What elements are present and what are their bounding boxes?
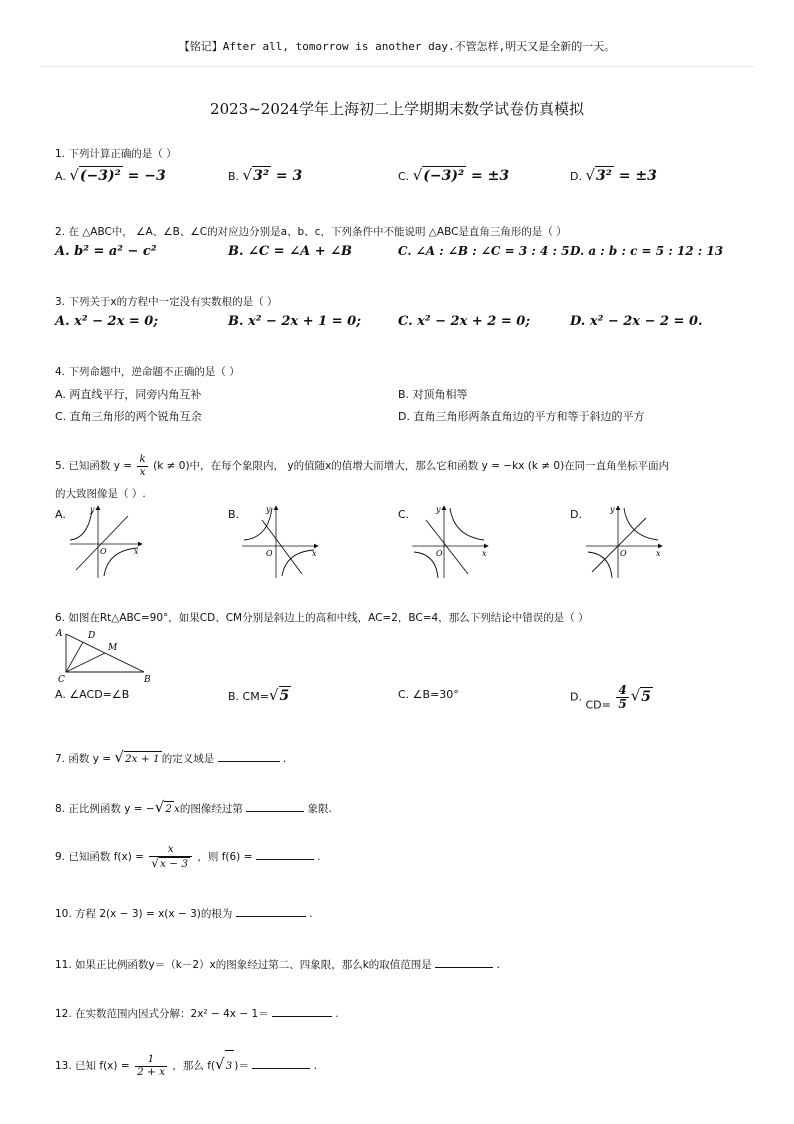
svg-text:O: O xyxy=(436,549,443,558)
line-graph xyxy=(592,518,646,572)
question-8: 8. 正比例函数 y = −√2 x的图像经过第 象限. xyxy=(55,798,332,816)
svg-text:y: y xyxy=(90,505,95,514)
answer-blank-12[interactable] xyxy=(272,1006,332,1017)
header-divider xyxy=(40,66,754,67)
q2-option-d: D. a : b : c = 5 : 12 : 13 xyxy=(570,244,724,258)
q4-option-b: B. 对顶角相等 xyxy=(398,388,468,401)
svg-text:x: x xyxy=(656,549,661,558)
svg-text:A: A xyxy=(56,629,63,639)
question-7: 7. 函数 y = √2x + 1 的定义域是 . xyxy=(55,748,287,766)
q5-graph-a xyxy=(68,500,146,580)
line-graph xyxy=(262,520,302,574)
svg-text:y: y xyxy=(436,505,441,514)
q1-option-b: B. √3² = 3 xyxy=(228,166,303,184)
q5-graph-b xyxy=(240,500,322,580)
svg-text:O: O xyxy=(266,549,273,558)
line-graph xyxy=(76,516,128,570)
q6-option-b: B. CM=√5 xyxy=(228,686,290,704)
svg-text:x: x xyxy=(134,547,139,556)
q5-option-a-label: A. xyxy=(55,508,66,521)
q2-option-b: B. ∠C = ∠A + ∠B xyxy=(228,244,353,259)
q5-graph-d xyxy=(584,500,666,580)
q6-option-d: D. CD= $\frac{4}{5}$ √5 xyxy=(570,683,652,712)
q4-option-c: C. 直角三角形的两个锐角互余 xyxy=(55,410,202,423)
q5-option-b-label: B. xyxy=(228,508,240,521)
q6-triangle-figure xyxy=(52,626,156,684)
q4-option-a: A. 两直线平行，同旁内角互补 xyxy=(55,388,202,401)
question-6-stem: 6. 如图在Rt△ABC=90°，如果CD、CM分别是斜边上的高和中线，AC=2，BC=4，那么下列结论中错误的是（ ） xyxy=(55,612,589,624)
q2-option-a: A. b² = a² − c² xyxy=(55,244,157,259)
page-title: 2023~2024学年上海初二上学期期末数学试卷仿真模拟 xyxy=(210,100,584,118)
answer-blank-10[interactable] xyxy=(236,906,306,917)
question-5-stem-line2: 的大致图像是（ ）. xyxy=(55,488,146,500)
q3-option-a: A. x² − 2x = 0; xyxy=(55,314,159,329)
svg-text:O: O xyxy=(100,547,107,556)
answer-blank-11[interactable] xyxy=(435,957,493,968)
answer-blank-8[interactable] xyxy=(246,801,304,812)
svg-text:x: x xyxy=(482,549,487,558)
q1-option-d: D. √3² = ±3 xyxy=(570,166,657,184)
q6-option-c: C. ∠B=30° xyxy=(398,688,459,701)
question-13: 13. 已知 f(x) = $\frac{1}{2 + x}$ ，那么 f(√3 )＝ . xyxy=(55,1050,317,1080)
q4-option-d: D. 直角三角形两条直角边的平方和等于斜边的平方 xyxy=(398,410,645,423)
q5-graph-c xyxy=(410,500,492,580)
question-1-stem: 1. 下列计算正确的是（ ） xyxy=(55,148,177,160)
svg-text:O: O xyxy=(620,549,627,558)
q5-fraction: $\frac{k}{x}$ xyxy=(139,452,146,478)
svg-text:C: C xyxy=(58,675,65,684)
question-9: 9. 已知函数 f(x) = $\frac{x}{√x - 3}$ ，则 f(6) = . xyxy=(55,842,321,870)
answer-blank-7[interactable] xyxy=(218,751,280,762)
svg-text:y: y xyxy=(610,505,615,514)
svg-text:M: M xyxy=(108,643,118,653)
q6-option-a: A. ∠ACD=∠B xyxy=(55,688,130,701)
question-5-stem: 5. 已知函数 y = $\frac{k}{x}$ (k ≠ 0)中，在每个象限内， y的值随x的值增大而增大，那么它和函数 y = −kx (k ≠ 0)在同一直角坐标平面内 xyxy=(55,452,670,478)
q3-option-d: D. x² − 2x − 2 = 0. xyxy=(570,314,703,329)
hyperbola-branch xyxy=(104,548,138,576)
q1-option-a: A. √(−3)² = −3 xyxy=(55,166,166,184)
median-cm xyxy=(66,653,105,672)
question-3-stem: 3. 下列关于x的方程中一定没有实数根的是（ ） xyxy=(55,296,278,308)
svg-text:B: B xyxy=(144,675,151,684)
hyperbola-branch xyxy=(450,508,484,540)
q5-option-d-label: D. xyxy=(570,508,582,521)
q5-option-c-label: C. xyxy=(398,508,410,521)
q3-option-b: B. x² − 2x + 1 = 0; xyxy=(228,314,362,329)
question-11: 11. 如果正比例函数y＝（k－2）x的图象经过第二、四象限，那么k的取值范围是 . xyxy=(55,959,500,971)
question-4-stem: 4. 下列命题中，逆命题不正确的是（ ） xyxy=(55,366,240,378)
svg-text:D: D xyxy=(88,631,96,641)
q3-option-c: C. x² − 2x + 2 = 0; xyxy=(398,314,531,329)
q2-option-c: C. ∠A : ∠B : ∠C = 3 : 4 : 5 xyxy=(398,244,570,258)
answer-blank-13[interactable] xyxy=(252,1058,310,1069)
question-10: 10. 方程 2(x − 3) = x(x − 3)的根为 . xyxy=(55,908,313,920)
hyperbola-branch xyxy=(414,552,438,578)
answer-blank-9[interactable] xyxy=(256,849,314,860)
question-12: 12. 在实数范围内因式分解：2x² − 4x − 1＝ . xyxy=(55,1008,339,1020)
svg-text:y: y xyxy=(266,505,271,514)
hyperbola-branch xyxy=(70,510,92,540)
header-motto: 【铭记】After all, tomorrow is another day.不管怎样,明天又是全新的一天。 xyxy=(178,40,616,53)
question-2-stem: 2. 在 △ABC中， ∠A、∠B、∠C的对应边分别是a、b、c，下列条件中不能说明 △ABC是直角三角形的是（ ） xyxy=(55,226,567,238)
svg-text:x: x xyxy=(312,549,317,558)
line-graph xyxy=(426,520,468,574)
q1-option-c: C. √(−3)² = ±3 xyxy=(398,166,510,184)
